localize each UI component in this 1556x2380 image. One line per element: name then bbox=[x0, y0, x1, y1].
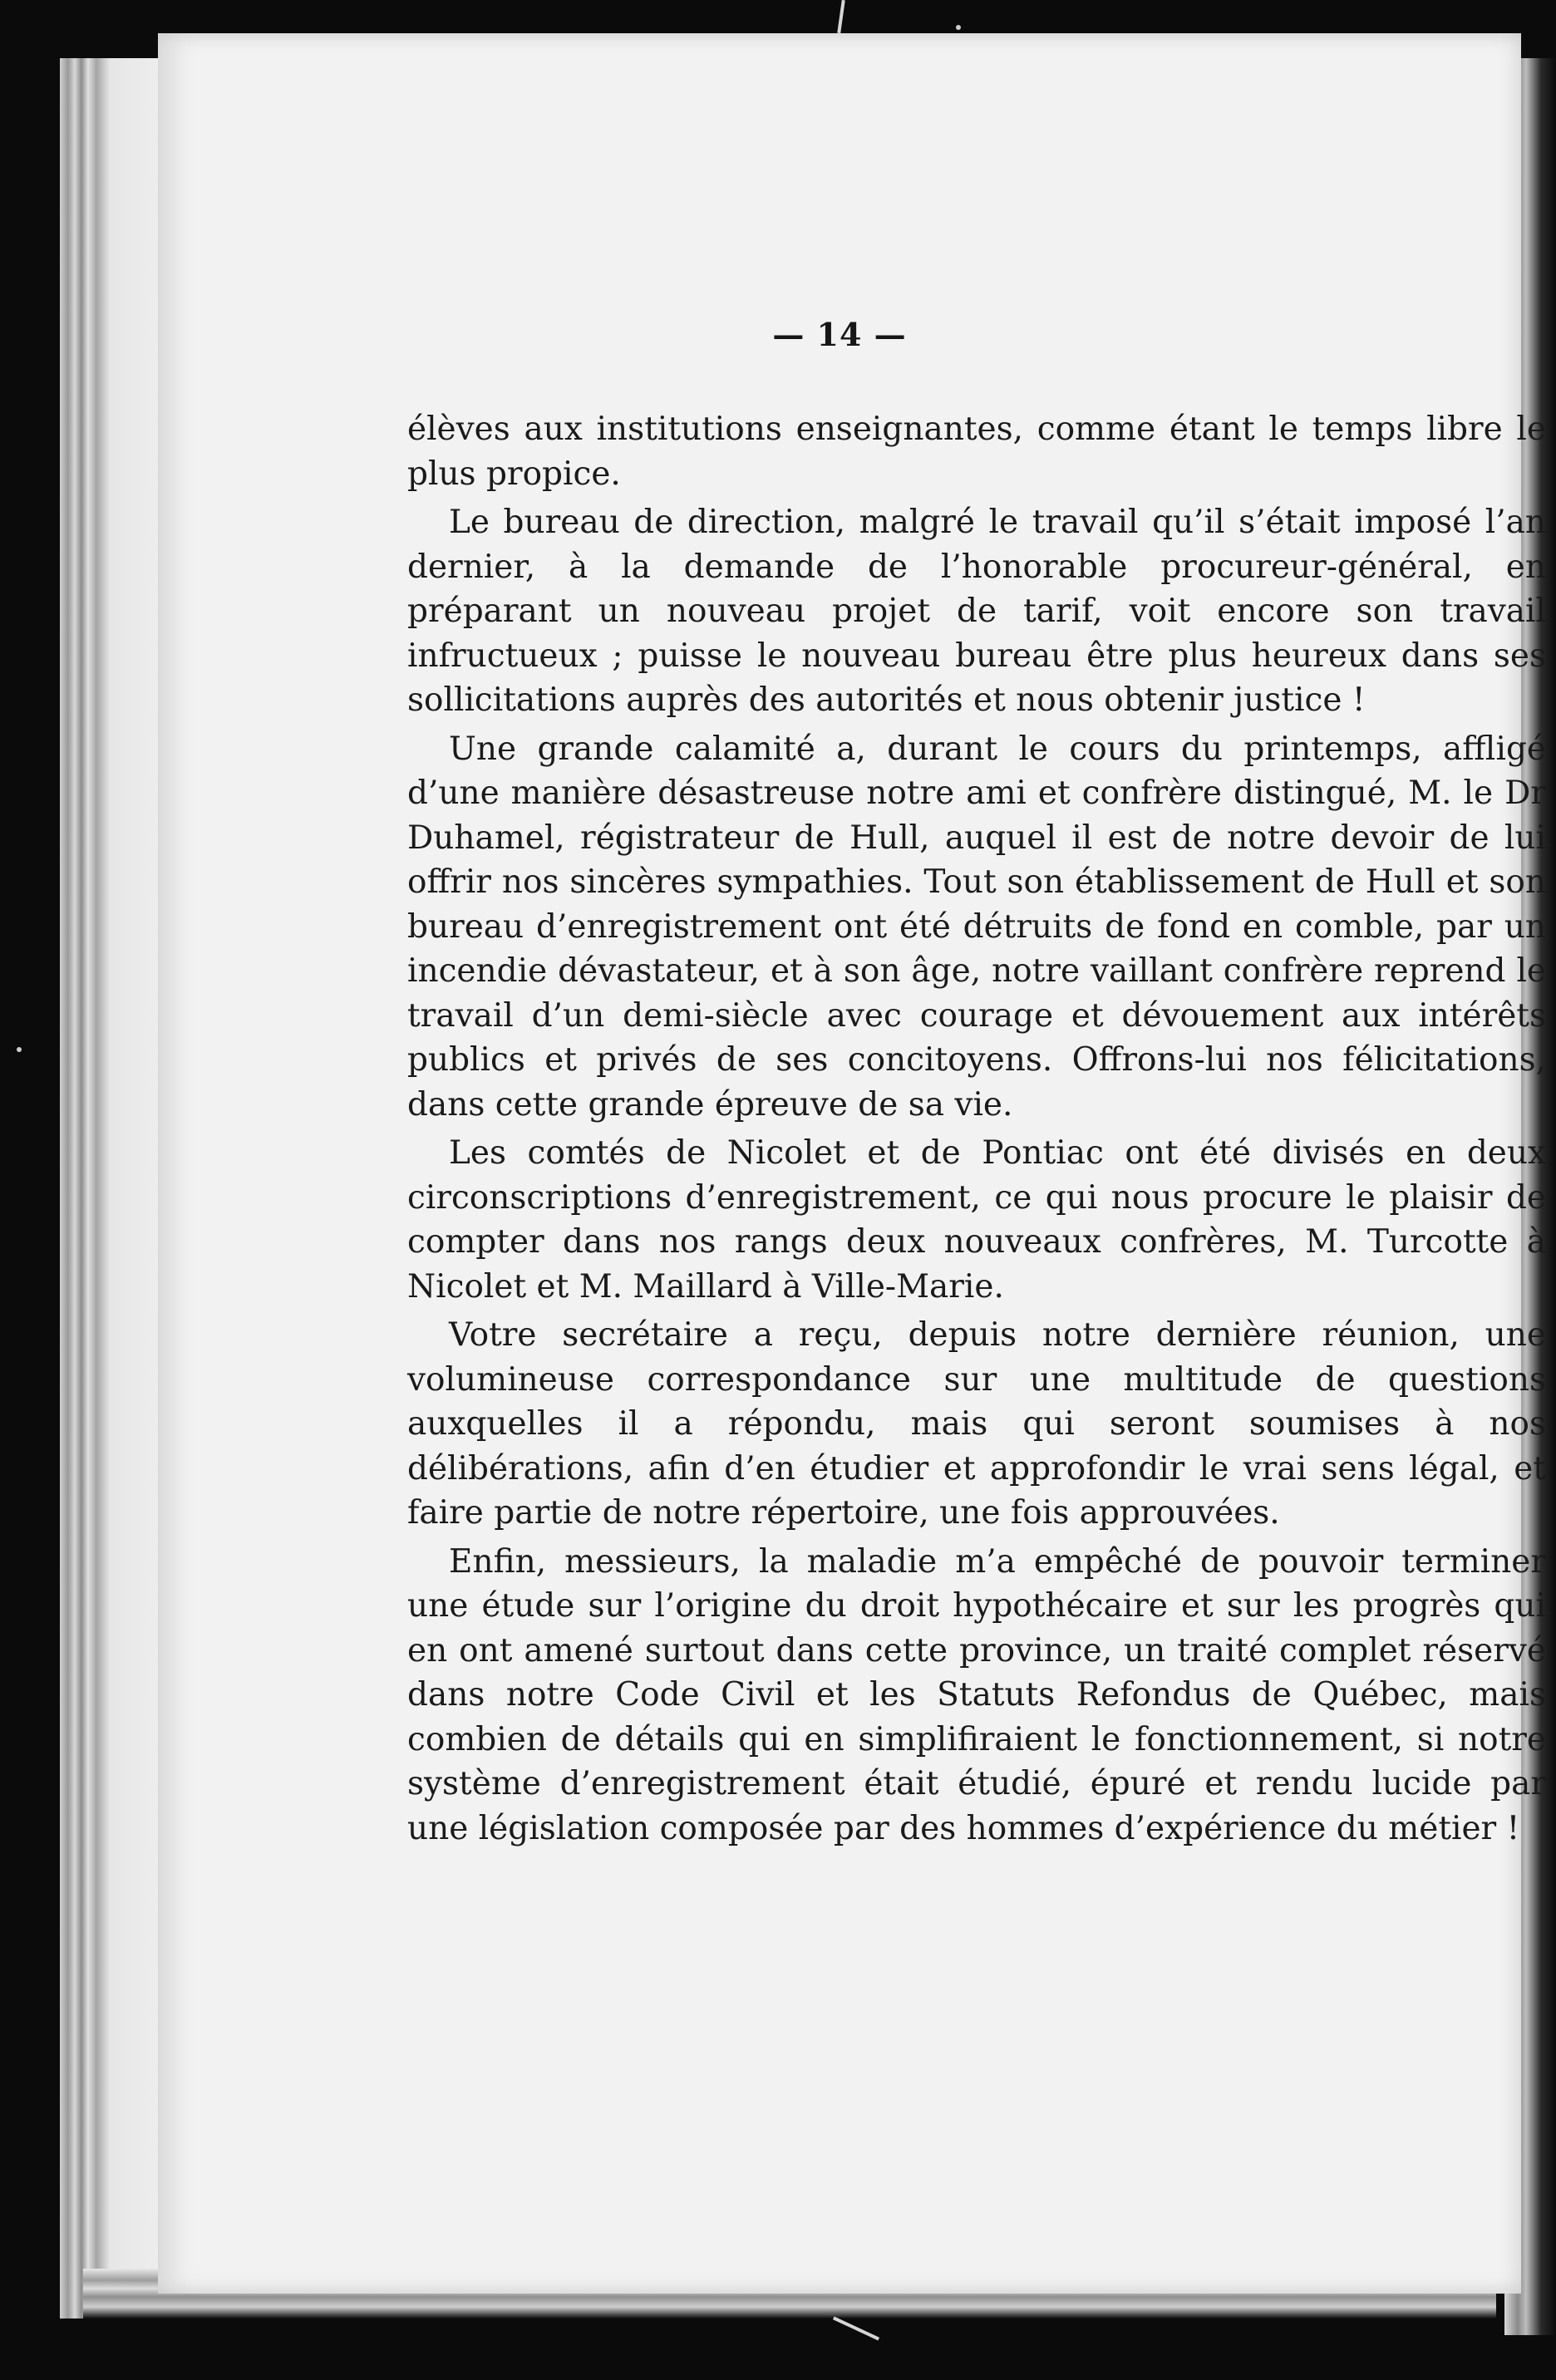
paragraph-4: Les comtés de Nicolet et de Pontiac ont été divisés en deux circonscriptions d’enregistrement, ce qui nous procure le plaisir de compter dans nos rangs deux nouveaux confrères, M. Turcotte à Nicolet et M. Maillard à Ville-Marie. bbox=[407, 1134, 1546, 1306]
scan-speck bbox=[956, 25, 961, 30]
paragraph-3: Une grande calamité a, durant le cours du printemps, affligé d’une manière désastreuse notre ami et confrère distingué, M. le Dr Duhamel, régistrateur de Hull, auquel il est de notre devoir de lui offrir nos sincères sympathies. Tout son établissement de Hull et son bureau d’enregistrement ont été détruits de fond en comble, par un incendie dévastateur, et à son âge, notre vaillant confrère reprend le travail d’un demi-siècle avec courage et dévouement aux intérêts publics et privés de ses concitoyens. Offrons-lui nos félicitations, dans cette grande épreuve de sa vie. bbox=[407, 730, 1546, 1124]
page-number: — 14 — bbox=[772, 316, 907, 353]
book-page bbox=[158, 33, 1546, 2294]
scan-artifact bbox=[837, 0, 845, 33]
paragraph-5: Votre secrétaire a reçu, depuis notre dernière réunion, une volumineuse correspondance sur une multitude de questions auxquelles il a répondu, mais qui seront soumises à nos délibérations, afin d’en étudier et approfondir le vrai sens légal, et faire partie de notre répertoire, une fois approuvées. bbox=[407, 1316, 1546, 1532]
paragraph-1: élèves aux institutions enseignantes, comme étant le temps libre le plus propice. bbox=[407, 411, 1546, 493]
scan-speck bbox=[17, 1047, 22, 1052]
body-text bbox=[407, 407, 1546, 1855]
scan-artifact bbox=[833, 2317, 879, 2341]
paragraph-6: Enfin, messieurs, la maladie m’a empêché de pouvoir terminer une étude sur l’origine du droit hypothécaire et sur les progrès qui en ont amené surtout dans cette province, un traité complet réservé dans notre Code Civil et les Statuts Refondus de Québec, mais combien de détails qui en simplifiraient le fonctionnement, si notre système d’enregistrement était étudié, épuré et rendu lucide par une législation composée par des hommes d’expérience du métier ! bbox=[407, 1542, 1546, 1847]
paragraph-2: Le bureau de direction, malgré le travail qu’il s’était imposé l’an dernier, à la demande de l’honorable procureur-général, en préparant un nouveau projet de tarif, voit encore son travail infructueux ; puisse le nouveau bureau être plus heureux dans ses sollicitations auprès des autorités et nous obtenir justice ! bbox=[407, 504, 1546, 719]
